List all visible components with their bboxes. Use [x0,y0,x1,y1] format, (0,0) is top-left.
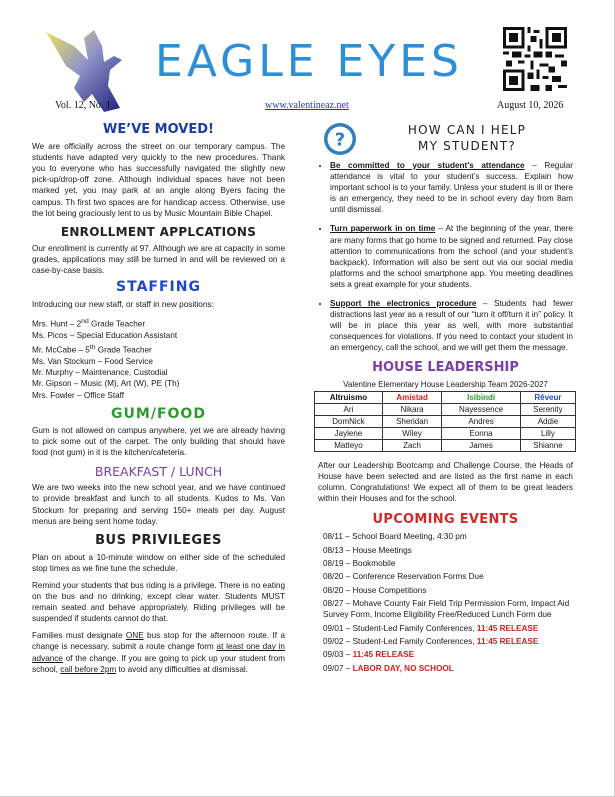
event-highlight: 11:45 RELEASE [476,636,539,646]
table-cell: James [442,439,521,451]
table-cell: Shianne [520,439,575,451]
bus-paragraph-3: Families must designate ONE bus stop for the afternoon route. If a change is necessary, submit a route change form at least one day in advance of the change. If you are going to pick up your student from school, call before 2pm to avoid any difficulties at dismissal. [32,631,286,674]
house-table-title: Valentine Elementary House Leadership Team 2026-2027 [343,379,548,389]
event-item: 08/20 – House Competitions [323,585,427,595]
question-mark-icon [322,121,358,157]
event-item: 09/03 – 11:45 RELEASE [323,650,415,660]
staff-item: Mr. McCabe – 5th Grade Teacher [32,343,152,355]
table-cell: Eonna [442,427,521,439]
bus-privileges-heading: BUS PRIVILEGES [95,532,222,548]
enrollment-heading: ENROLLMENT APPLCATIONS [60,224,257,239]
table-cell: Nikara [382,403,441,415]
event-item: 08/20 – Conference Reservation Forms Due [323,572,484,582]
column-header-altruismo: Altruismo [315,391,383,403]
left-column [32,118,285,681]
house-leadership-heading: HOUSE LEADERSHIP [372,359,519,375]
event-highlight: LABOR DAY, NO SCHOOL [352,663,454,673]
event-item: 09/07 – LABOR DAY, NO SCHOOL [323,663,454,673]
staffing-heading: STAFFING [116,279,201,296]
right-column [318,160,573,676]
event-item: 09/02 – Student-Led Family Conferences, 11:45 RELEASE [323,636,539,646]
table-row [315,427,576,439]
table-cell: Zach [382,439,441,451]
event-item: 08/19 – Bookmobile [323,558,396,568]
table-cell: Andres [442,415,521,427]
event-item: 08/11 – School Board Meeting, 4:30 pm [323,532,467,542]
house-leadership-body: After our Leadership Bootcamp and Challenge Course, the Heads of House have been selected and are listed as the first name in each column. Congratulations! We expect all of them to be great leaders within their Houses and for the school. [318,460,573,503]
table-row [315,403,576,415]
masthead-title: EAGLE EYES [155,36,463,87]
event-highlight: 11:45 RELEASE [352,650,415,660]
help-item-electronics: • Support the electronics procedure – Students had fewer distractions last year as a result of our “turn it off/turn it in” policy. It will be in place this year as well, with more substantial consequences for violations. If you need to contact your student in an emergency, call the school, and we will get them the message. [330,298,573,353]
breakfast-lunch-heading: BREAKFAST / LUNCH [94,464,223,480]
staff-item: Mrs. Hunt – 2nd Grade Teacher [32,318,146,330]
svg-text:?: ? [334,129,346,151]
help-list [318,160,573,354]
staff-item: Mr. Gipson – Music (M), Art (W), PE (Th) [32,379,180,389]
moved-heading: WE’VE MOVED! [103,122,214,137]
column-header-amistad: Amistad [382,391,441,403]
table-cell: DomNick [315,415,383,427]
bus-paragraph-2: Remind your students that bus riding is a privilege. There is no eating on the bus and no drinking, except clear water. Students MUST remain seated and behave appropriately. Riding privileges will be suspended if students cannot do that. [32,580,285,624]
table-cell: Lilly [520,427,575,439]
table-cell: Jaylene [315,427,383,439]
staff-item: Ms. Van Stockum – Food Service [32,356,153,366]
table-header-row [315,391,576,403]
table-cell: Addie [520,415,575,427]
table-row [315,415,576,427]
staff-item: Mrs. Fowler – Office Staff [32,390,125,400]
table-cell: Serenity [520,403,575,415]
help-heading: HOW CAN I HELP MY STUDENT? [407,123,527,153]
table-cell: Sheridan [382,415,441,427]
table-cell: Wiley [382,427,441,439]
gum-food-body: Gum is not allowed on campus anywhere, yet we are already having to pick some out of the carpet. The only building that should have food (not gum) in it is the kitchen/cafeteria. [32,425,285,458]
staff-list [32,316,285,401]
website-link[interactable]: www.valentineaz.net [265,100,349,111]
upcoming-events-heading: UPCOMING EVENTS [372,512,519,528]
event-highlight: 11:45 RELEASE [476,623,539,633]
moved-body: We are officially across the street on our temporary campus. The students have adapted very quickly to the new procedures. Thank you to everyone who has successfully navigated the slightly new pick-up/drop-off zone. Although individual spaces have not been marked yet, you may park at an angle along Byers facing the campus. Th first two spaces are for handicap access. Otherwise, use the lot being graciously lent to us by Music Mountain Bible Chapel. [32,142,285,218]
help-item-paperwork: • Turn paperwork in on time – At the beginning of the year, there are many forms that go home to be signed and returned. Pay close attention to communications from the school (and your student’s backpack). Information will also be sent out via our social media platforms and the school smartphone app. You meeting deadlines sets a great example for your students. [330,223,573,290]
volume-number: Vol. 12, No. 1 [55,100,111,111]
bus-paragraph-1: Plan on about a 10-minute window on either side of the scheduled stop times as we fine tune the schedule. [32,552,285,573]
table-cell: Matteyo [315,439,383,451]
gum-food-heading: GUM/FOOD [111,405,206,422]
qr-code[interactable] [503,27,567,91]
event-item: 08/27 – Mohave County Fair Field Trip Permission Form, Impact Aid Survey Form, Income Eligibility Free/Reduced Lunch Form due [323,599,570,620]
column-header-reveur: Rêveur [520,391,575,403]
table-cell: Nayessence [442,403,521,415]
event-item: 09/01 – Student-Led Family Conferences, 11:45 RELEASE [323,623,539,633]
enrollment-body: Our enrollment is currently at 97. Although we are at capacity in some grades, applications may still be turned in and will be reviewed on a case-by-case basis. [32,243,285,276]
staff-item: Ms. Picos – Special Education Assistant [32,331,178,341]
house-leadership-table [314,391,576,452]
events-list [318,531,573,674]
table-cell: Ari [315,403,383,415]
staffing-intro: Introducing our new staff, or staff in new positions: [32,300,214,310]
event-item: 08/13 – House Meetings [323,545,412,555]
breakfast-lunch-body: We are two weeks into the new school year, and we have continued to provide breakfast and lunch to all students. Kudos to Ms. Van Stockum for preparing and serving 150+ meals per day. August menus are being sent home today. [32,483,285,526]
staff-item: Mr. Murphy – Maintenance, Custodial [32,367,168,377]
table-row [315,439,576,451]
issue-date: August 10, 2026 [497,100,564,111]
help-item-attendance: • Be committed to your student’s attendance – Regular attendance is vital to your student’s success. Explain how important school is to your family. Unless your student is ill or there is an emergency, they need to be in school every day from 8am until dismissal. [330,160,573,215]
column-header-isibindi: Isibindi [442,391,521,403]
